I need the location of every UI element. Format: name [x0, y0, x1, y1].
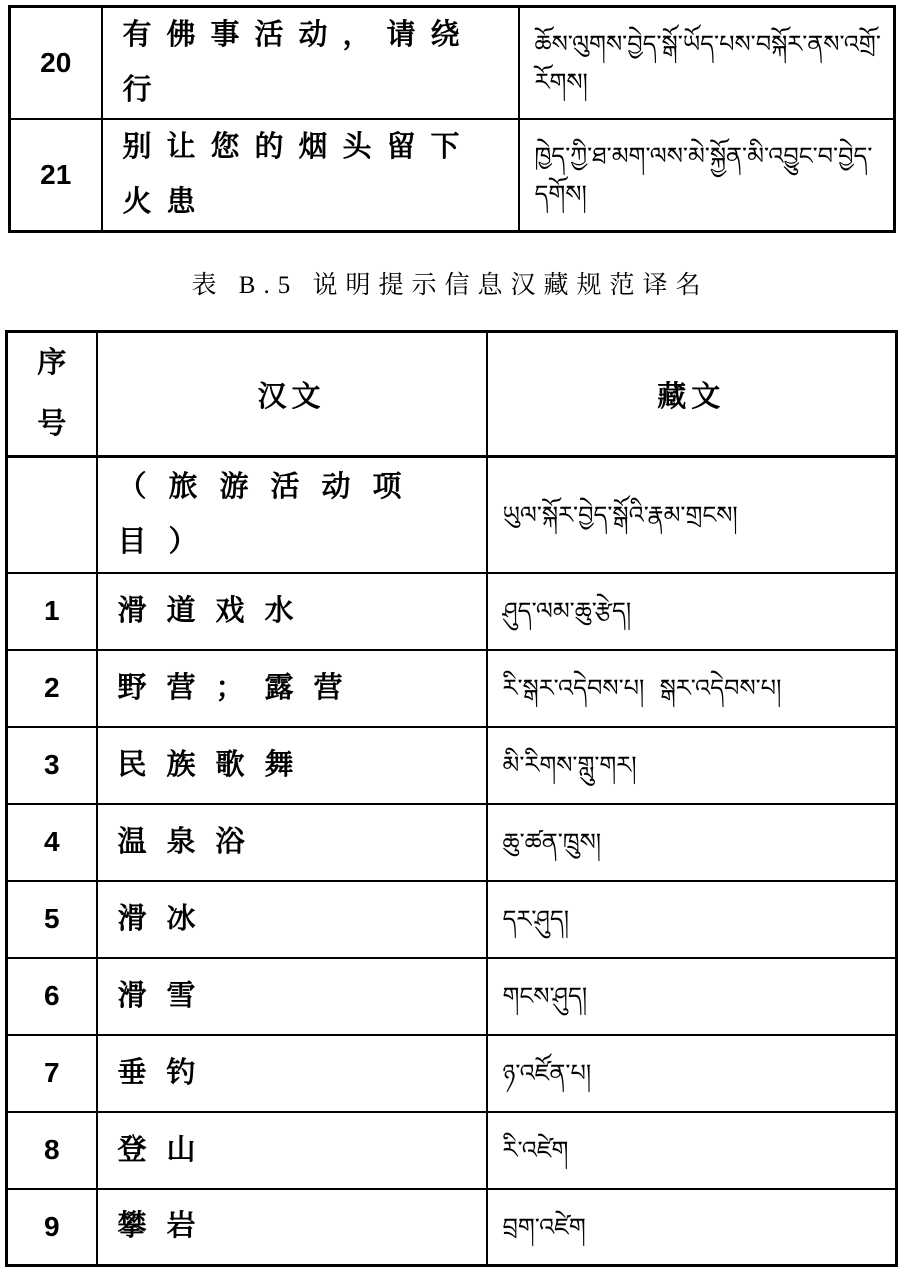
chinese-text: 滑冰 [97, 881, 487, 958]
tibetan-text: རི་སྒར་འདེབས་པ། སྒར་འདེབས་པ། [487, 650, 897, 727]
tibetan-text: བྲག་འཛེག [487, 1189, 897, 1266]
table-b5 [5, 330, 898, 1267]
row-number: 21 [10, 119, 102, 232]
table-row [7, 958, 897, 1035]
table-row [7, 573, 897, 650]
row-number: 4 [7, 804, 97, 881]
table-caption: 表 B.5 说明提示信息汉藏规范译名 [191, 272, 709, 300]
chinese-text: 滑道戏水 [97, 573, 487, 650]
tibetan-text: ཁྱེད་ཀྱི་ཐ་མག་ལས་མེ་སྐྱོན་མི་འབྱུང་བ་བྱེད་དགོས། [519, 119, 895, 232]
tibetan-text: མི་རིགས་གླུ་གར། [487, 727, 897, 804]
row-number: 9 [7, 1189, 97, 1266]
row-number [7, 457, 97, 573]
chinese-text: 登山 [97, 1112, 487, 1189]
table-row [10, 119, 895, 232]
chinese-text: 攀岩 [97, 1189, 487, 1266]
tibetan-text: ཡུལ་སྐོར་བྱེད་སྒོའི་རྣམ་གྲངས། [487, 457, 897, 573]
chinese-text: 民族歌舞 [97, 727, 487, 804]
tibetan-text: ཉ་འཛོན་པ། [487, 1035, 897, 1112]
table-row [10, 7, 895, 120]
table-row [7, 727, 897, 804]
tibetan-text: གངས་ཤུད། [487, 958, 897, 1035]
table-row [7, 1189, 897, 1266]
row-number: 6 [7, 958, 97, 1035]
document-page [0, 5, 900, 1243]
tibetan-text: ཤུད་ལམ་ཆུ་རྩེད། [487, 573, 897, 650]
row-number: 3 [7, 727, 97, 804]
table-row [7, 1112, 897, 1189]
table-row [7, 1035, 897, 1112]
row-number: 1 [7, 573, 97, 650]
table-row [7, 804, 897, 881]
chinese-text: 别让您的烟头留下火患 [102, 119, 519, 232]
tibetan-text: རི་འཛེག [487, 1112, 897, 1189]
header-serial-number: 序号 [7, 332, 97, 457]
table-row [7, 650, 897, 727]
tibetan-text: དར་ཤུད། [487, 881, 897, 958]
row-number: 2 [7, 650, 97, 727]
chinese-text: 滑雪 [97, 958, 487, 1035]
chinese-text: 温泉浴 [97, 804, 487, 881]
row-number: 5 [7, 881, 97, 958]
header-tibetan: 藏文 [487, 332, 897, 457]
table-header-row [7, 332, 897, 457]
tibetan-text: ཆོས་ལུགས་བྱེད་སྒོ་ཡོད་པས་བསྐོར་ནས་འགྲོ་རོགས། [519, 7, 895, 120]
header-chinese: 汉文 [97, 332, 487, 457]
chinese-text: 垂钓 [97, 1035, 487, 1112]
table-row [7, 457, 897, 573]
chinese-text: 野营；露营 [97, 650, 487, 727]
tibetan-text: ཆུ་ཚན་ཁྲུས། [487, 804, 897, 881]
row-number: 7 [7, 1035, 97, 1112]
row-number: 8 [7, 1112, 97, 1189]
chinese-text: 有佛事活动，请绕行 [102, 7, 519, 120]
sign-table-continued [8, 5, 896, 233]
row-number: 20 [10, 7, 102, 120]
table-row [7, 881, 897, 958]
chinese-text: （旅游活动项目） [97, 457, 487, 573]
